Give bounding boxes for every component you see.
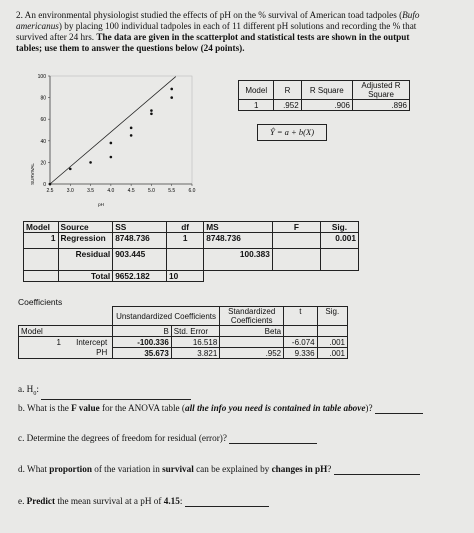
- y-tick-label: 40: [40, 138, 46, 145]
- anova-h-sig: Sig.: [320, 222, 358, 233]
- question-e-text2: the mean survival at a pH of: [55, 496, 164, 506]
- answer-line-a[interactable]: [41, 399, 191, 400]
- y-tick-label: 20: [40, 160, 46, 167]
- intro-line3b: The data are given in the scatterplot and statistical tests are shown in the output: [96, 32, 410, 42]
- y-axis-label: SURVIVAL: [30, 163, 35, 185]
- coef-r2-sig: .001: [317, 348, 347, 359]
- question-e-bold2: 4.15: [163, 496, 180, 506]
- question-a-suffix: :: [36, 384, 39, 394]
- coef-r2-b: 35.673: [112, 348, 171, 359]
- coef-h-sig: Sig.: [317, 307, 347, 326]
- coef-h-standardized: Standardized Coefficients: [220, 307, 284, 326]
- question-c-text: c. Determine the degrees of freedom for residual (error)?: [18, 433, 227, 443]
- answer-line-d[interactable]: [334, 474, 420, 475]
- x-tick-label: 4.5: [127, 188, 135, 194]
- question-b-text3: )?: [365, 403, 373, 413]
- intro-line2: ) by placing 100 individual tadpoles in each of 11 different pH solutions and recording the % that: [58, 21, 417, 31]
- question-d-text2: of the variation in: [91, 464, 163, 474]
- ms-model: 1: [239, 100, 274, 111]
- coef-h-unstandardized: Unstandardized Coefficients: [112, 307, 219, 326]
- anova-r3-sig: [320, 271, 358, 282]
- coefficients-title: Coefficients: [18, 297, 63, 307]
- data-point: [150, 109, 153, 112]
- anova-r3-ss: 9652.182: [113, 271, 167, 282]
- coef-r2-t: 9.336: [284, 348, 317, 359]
- question-a-subscript: 0: [33, 390, 37, 397]
- question-b: [18, 403, 423, 414]
- data-point: [130, 127, 133, 130]
- coef-r1-se: 16.518: [171, 337, 220, 348]
- ms-adjrsq: .896: [353, 100, 410, 111]
- question-d: [18, 464, 420, 475]
- question-d-text4: ?: [327, 464, 332, 474]
- coef-h-b: B: [112, 326, 171, 337]
- anova-r1-ss: 8748.736: [113, 233, 167, 249]
- ms-header-rsq: R Square: [301, 81, 352, 100]
- anova-r1-source: Regression: [58, 233, 113, 249]
- coef-r1-model: 1: [56, 337, 61, 347]
- regression-line: [50, 77, 176, 184]
- coef-r2-beta: .952: [220, 348, 284, 359]
- data-point: [170, 88, 173, 91]
- anova-h-ms: MS: [204, 222, 273, 233]
- intro-species-name: americanus: [16, 21, 59, 31]
- question-e-text: e.: [18, 496, 27, 506]
- anova-h-source: Source: [58, 222, 113, 233]
- y-tick-label: 0: [43, 182, 46, 188]
- ms-rsq: .906: [301, 100, 352, 111]
- question-a-prefix: a. H: [18, 384, 34, 394]
- intro-line4: tables; use them to answer the questions below (24 points).: [16, 43, 245, 53]
- anova-r2-f: [272, 249, 320, 271]
- question-a: [18, 384, 191, 400]
- coef-h-beta: Beta: [220, 326, 284, 337]
- anova-r1-ms: 8748.736: [204, 233, 273, 249]
- anova-r3-f: [272, 271, 320, 282]
- anova-r1-sig: 0.001: [320, 233, 358, 249]
- coef-h-model: Model: [19, 326, 113, 337]
- coef-r1-b: -100.336: [112, 337, 171, 348]
- question-intro: [16, 10, 466, 54]
- x-tick-label: 5.5: [168, 188, 176, 194]
- anova-h-model: Model: [24, 222, 59, 233]
- data-point: [49, 183, 52, 186]
- anova-r2-ss: 903.445: [113, 249, 167, 271]
- question-d-text: d. What: [18, 464, 50, 474]
- anova-r1-model: 1: [24, 233, 59, 249]
- question-d-bold1: proportion: [49, 464, 92, 474]
- x-tick-label: 5.0: [147, 188, 155, 194]
- coef-r2-se: 3.821: [171, 348, 220, 359]
- coef-h-se: Std. Error: [171, 326, 220, 337]
- question-b-bold: F value: [71, 403, 100, 413]
- question-e-bold: Predict: [26, 496, 56, 506]
- ms-header-model: Model: [239, 81, 274, 100]
- x-tick-label: 6.0: [188, 188, 196, 194]
- equation-box: [257, 124, 327, 141]
- anova-table: [23, 221, 359, 282]
- question-b-italic: all the info you need is contained in table above: [184, 403, 366, 413]
- x-axis-label: pH: [98, 202, 104, 207]
- ms-header-r: R: [274, 81, 301, 100]
- data-point: [89, 161, 92, 164]
- y-tick-label: 60: [40, 117, 46, 124]
- answer-line-b[interactable]: [375, 413, 423, 414]
- anova-h-df: df: [167, 222, 204, 233]
- x-tick-label: 2.5: [46, 188, 54, 194]
- data-point: [130, 134, 133, 137]
- question-e-text3: :: [179, 496, 183, 506]
- question-c: [18, 433, 317, 444]
- anova-r2-ms: 100.383: [204, 249, 273, 271]
- anova-h-ss: SS: [113, 222, 167, 233]
- coef-r2-label: [19, 348, 113, 359]
- coef-r2-term: PH: [96, 348, 108, 358]
- anova-r3-model: [24, 271, 59, 282]
- question-b-text: b. What is the: [18, 403, 72, 413]
- anova-r1-f: [272, 233, 320, 249]
- x-tick-label: 3.5: [87, 188, 95, 194]
- x-tick-label: 4.0: [107, 188, 115, 194]
- question-e: [18, 496, 269, 507]
- coef-h-t: t: [284, 307, 317, 326]
- question-b-text2: for the ANOVA table (: [99, 403, 185, 413]
- ms-header-adjrsq: Adjusted R Square: [353, 81, 410, 100]
- scatterplot: [16, 68, 216, 216]
- coef-r1-sig: .001: [317, 337, 347, 348]
- anova-r3-df: 10: [167, 271, 204, 282]
- x-tick-label: 3.0: [66, 188, 74, 194]
- y-tick-label: 100: [37, 74, 46, 80]
- anova-r3-source: Total: [58, 271, 113, 282]
- anova-h-f: F: [272, 222, 320, 233]
- anova-r2-df: [167, 249, 204, 271]
- question-d-text3: can be explained by: [193, 464, 272, 474]
- coef-r1-label: [19, 337, 113, 348]
- model-summary-table: [238, 80, 410, 111]
- anova-r2-sig: [320, 249, 358, 271]
- y-tick-label: 80: [40, 95, 46, 102]
- coef-r1-term: Intercept: [76, 337, 108, 347]
- data-point: [110, 156, 113, 159]
- coefficients-table: [18, 306, 348, 359]
- question-d-bold3: changes in pH: [271, 464, 328, 474]
- data-point: [110, 142, 113, 145]
- data-point: [69, 168, 72, 171]
- intro-species-genus: Bufo: [402, 10, 420, 20]
- ms-r: .952: [274, 100, 301, 111]
- data-point: [150, 113, 153, 116]
- anova-r3-ms: [204, 271, 273, 282]
- anova-r1-df: 1: [167, 233, 204, 249]
- coef-r1-t: -6.074: [284, 337, 317, 348]
- answer-line-e[interactable]: [185, 506, 269, 507]
- question-d-bold2: survival: [162, 464, 194, 474]
- answer-line-c[interactable]: [229, 443, 317, 444]
- data-point: [170, 96, 173, 99]
- anova-r2-model: [24, 249, 59, 271]
- plot-frame: [50, 76, 192, 184]
- regression-equation: Ŷ = a + b(X): [269, 127, 315, 137]
- intro-line3a: survived after 24 hrs.: [16, 32, 97, 42]
- coef-r1-beta: [220, 337, 284, 348]
- anova-r2-source: Residual: [58, 249, 113, 271]
- intro-line1: 2. An environmental physiologist studied the effects of pH on the % survival of American toad tadpoles (: [16, 10, 403, 20]
